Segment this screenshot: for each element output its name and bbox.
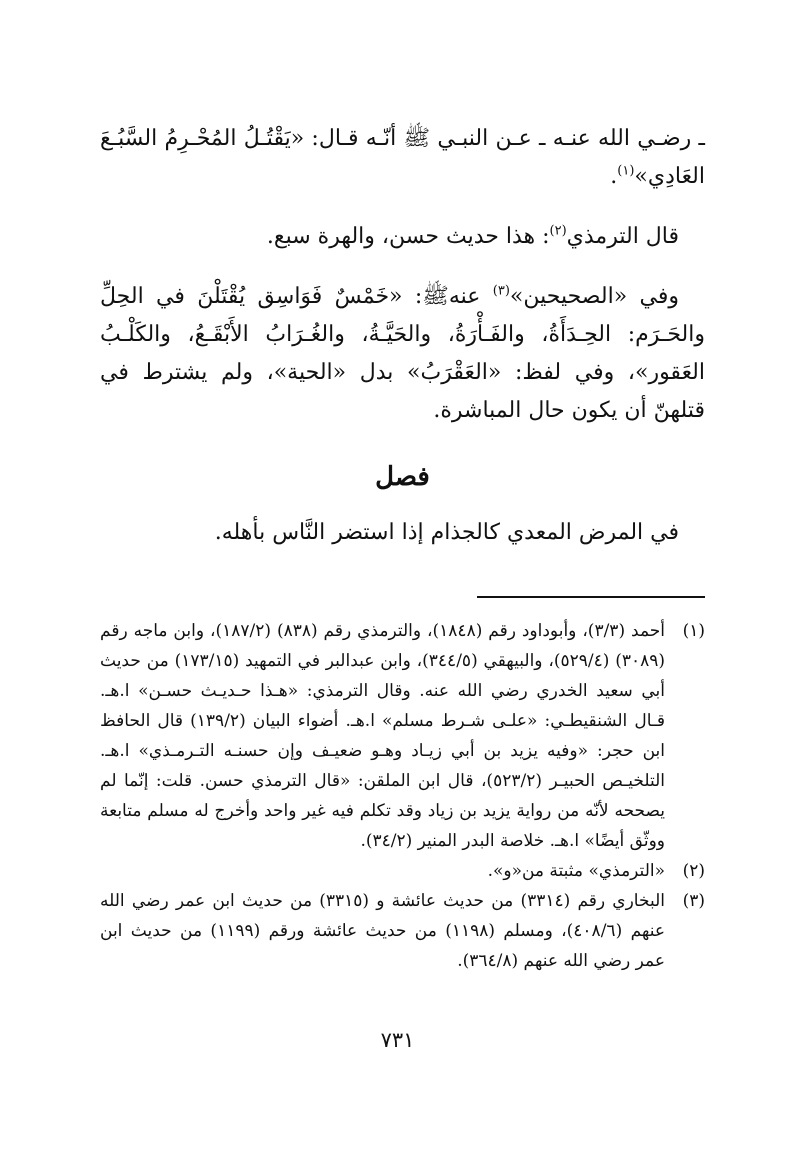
paragraph-1 — [100, 120, 705, 196]
footnote-ref-2: (٢) — [549, 223, 567, 239]
paragraph-3 — [100, 278, 705, 430]
page-content — [100, 120, 705, 976]
footnote-1 — [100, 616, 705, 856]
section-heading: فصل — [375, 462, 430, 492]
footnote-text: البخاري رقم (٣٣١٤) من حديث عائشة و (٣٣١٥) من حديث ابن عمر رضي الله عنهم (٤٠٨/٦)، ومسلم (١١٩٨) من حديث عائشة ورقم (١١٩٩) من حديث ابن عمر رضي الله عنهم (٣٦٤/٨). — [100, 891, 665, 971]
footnote-ref-3: (٣) — [492, 283, 510, 299]
footnote-2 — [100, 856, 705, 886]
footnote-text: أحمد (٣/٣)، وأبوداود رقم (١٨٤٨)، والترمذي رقم (٨٣٨) (١٨٧/٢)، وابن ماجه رقم (٣٠٨٩) (٥٢٩/٤)، والبيهقي (٣٤٤/٥)، وابن عبدالبر في التمهيد (١٧٣/١٥) من حديث أبي سعيد الخدري رضي الله عنه. وقال الترمذي: «هـذا حـديـث حسـن» ا.هـ. قـال الشنقيطـي: «علـى شـرط مسلم» ا.هـ. أضواء البيان (١٣٩/٢) قال الحافظ ابن حجر: «وفيه يزيد بن أبي زيـاد وهـو ضعيـف وإن حسنـه التـرمـذي» ا.هـ. التلخيـص الحبيـر (٥٢٣/٢)، قال ابن الملقن: «قال الترمذي حسن. قلت: إنّما لم يصححه لأنّه من رواية يزيد بن زياد وقد تكلم فيه غير واحد وأخرج له مسلم متابعة ووثّق أيضًا» ا.هـ. خلاصة البدر المنير (٣٤/٢). — [100, 621, 666, 851]
footnote-number: (١) — [682, 621, 705, 641]
main-text — [100, 120, 705, 430]
footnote-ref-1: (١) — [617, 163, 635, 179]
footnote-number: (٢) — [682, 861, 705, 881]
paragraph-3-start: وفي «الصحيحين» — [509, 284, 680, 309]
paragraph-2 — [100, 218, 705, 256]
paragraph-3-end: عنهﷺ: «خَمْسٌ فَوَاسِق يُقْتَلْنَ في الحِلِّ والحَـرَم: الحِـدَأَةُ، والفَـأْرَةُ، والحَيَّـةُ، والغُـرَابُ الأَبْقَـعُ، والكَلْـبُ العَقور»، وفي لفظ: «العَقْرَبُ» بدل «الحية»، ولم يشترط في قتلهنّ أن يكون حال المباشرة. — [100, 284, 705, 423]
footnote-divider — [477, 596, 705, 598]
spacer — [100, 256, 705, 278]
paragraph-2-end: : هذا حديث حسن، والهرة سبع. — [266, 224, 550, 249]
page-number: ٧٣١ — [380, 1028, 415, 1052]
footnote-3 — [100, 886, 705, 976]
footnote-text: «الترمذي» مثبتة من«و». — [487, 861, 665, 881]
paragraph-2-start: قال الترمذي — [566, 224, 679, 249]
footnotes — [100, 616, 705, 976]
paragraph-1-end: . — [610, 164, 618, 189]
section-subtext: في المرض المعدي كالجذام إذا استضر النَّاس بأهله. — [214, 520, 679, 545]
footnote-number: (٣) — [682, 891, 705, 911]
paragraph-1-text: ـ رضـي الله عنـه ـ عـن النبـي ﷺ أنّـه قـال: «يَقْتُـلُ المُحْـرِمُ السَّبُـعَ العَادِي» — [100, 126, 705, 189]
spacer — [100, 196, 705, 218]
